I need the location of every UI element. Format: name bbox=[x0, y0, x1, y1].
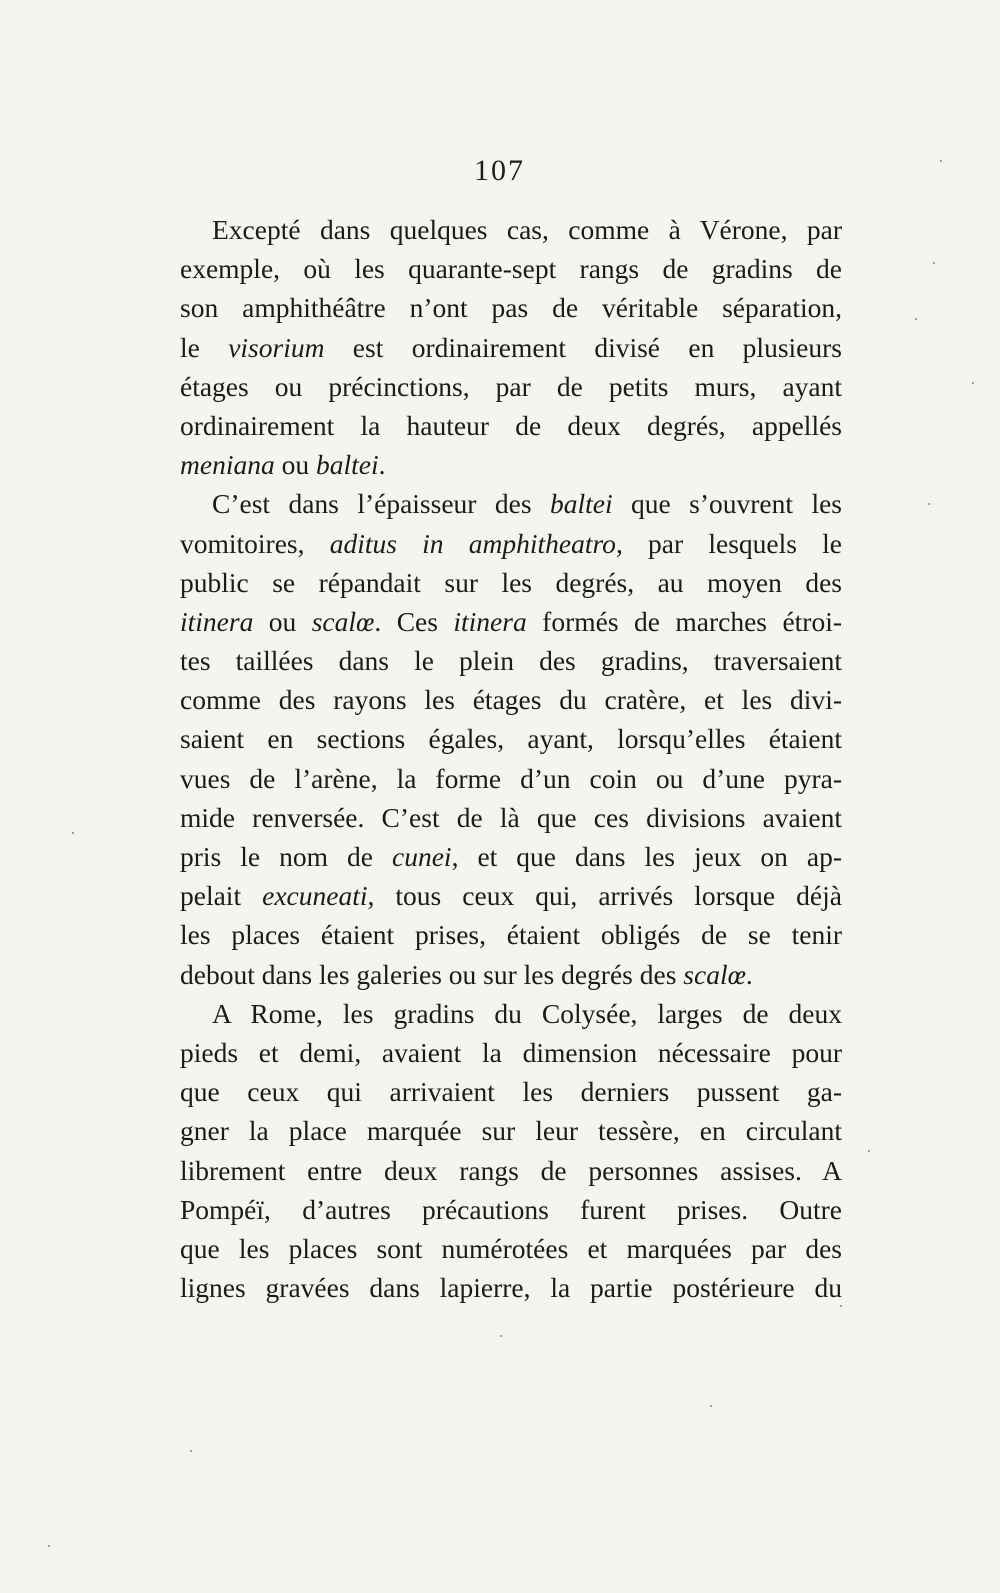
text-run: est ordinairement divisé en plusieurs bbox=[324, 331, 842, 363]
italic-term: visorium bbox=[228, 331, 325, 363]
text-line bbox=[180, 249, 842, 288]
body-text bbox=[180, 210, 842, 1307]
text-line bbox=[180, 328, 842, 367]
text-line bbox=[180, 955, 842, 994]
italic-term: aditus in amphitheatro bbox=[329, 527, 616, 559]
text-run: que s’ouvrent les bbox=[612, 488, 842, 520]
text-run: les places étaient prises, étaient obligés de se tenir bbox=[180, 919, 842, 951]
text-line bbox=[180, 210, 842, 249]
paper-speck bbox=[48, 1545, 50, 1547]
italic-term: baltei bbox=[549, 488, 613, 520]
text-line bbox=[180, 602, 842, 641]
text-run: , par lesquels le bbox=[615, 527, 842, 559]
italic-term: itinera bbox=[453, 605, 527, 637]
paper-speck bbox=[500, 1335, 502, 1337]
text-line bbox=[180, 367, 842, 406]
text-run: que les places sont numérotées et marquées par des bbox=[180, 1232, 842, 1264]
text-line bbox=[180, 798, 842, 837]
text-run: debout dans les galeries ou sur les degrés des bbox=[180, 958, 684, 990]
text-line bbox=[180, 994, 842, 1033]
paper-speck bbox=[928, 503, 930, 505]
text-run: . Ces bbox=[374, 605, 454, 637]
text-run: pieds et demi, avaient la dimension nécessaire pour bbox=[180, 1036, 842, 1068]
text-line bbox=[180, 837, 842, 876]
text-line bbox=[180, 406, 842, 445]
text-run: que ceux qui arrivaient les derniers pussent ga- bbox=[180, 1076, 842, 1108]
text-line bbox=[180, 759, 842, 798]
text-run: Excepté dans quelques cas, comme à Vérone, par bbox=[212, 214, 842, 245]
text-run: tes taillées dans le plein des gradins, traversaient bbox=[180, 645, 842, 677]
text-line bbox=[180, 1229, 842, 1268]
text-run: pelait bbox=[180, 880, 263, 912]
italic-term: excuneati bbox=[262, 880, 368, 912]
text-line bbox=[180, 915, 842, 954]
paper-speck bbox=[710, 1405, 712, 1407]
text-run: saient en sections égales, ayant, lorsqu’elles étaient bbox=[180, 723, 842, 755]
italic-term: cunei bbox=[392, 841, 452, 872]
text-run: étages ou précinctions, par de petits murs, ayant bbox=[180, 370, 842, 402]
text-line bbox=[180, 524, 842, 563]
text-run: le bbox=[180, 331, 229, 363]
text-run: pris le nom de bbox=[180, 841, 392, 872]
text-line bbox=[180, 719, 842, 758]
text-run: ordinairement la hauteur de deux degrés, appellés bbox=[180, 409, 842, 441]
paper-speck bbox=[840, 1305, 842, 1307]
text-line bbox=[180, 484, 842, 523]
italic-term: scalœ bbox=[683, 958, 746, 990]
italic-term: meniana bbox=[180, 449, 275, 481]
text-line bbox=[180, 641, 842, 680]
paper-speck bbox=[972, 382, 974, 384]
text-line bbox=[180, 445, 842, 484]
italic-term: baltei bbox=[315, 449, 379, 481]
text-run: . bbox=[378, 449, 386, 481]
text-run: A Rome, les gradins du Colysée, larges de deux bbox=[212, 997, 842, 1029]
text-run: comme des rayons les étages du cratère, et les divi- bbox=[180, 684, 842, 716]
text-run: Pompéï, d’autres précautions furent prises. Outre bbox=[180, 1193, 842, 1225]
text-run: , tous ceux qui, arrivés lorsque déjà bbox=[367, 880, 842, 912]
text-line bbox=[180, 563, 842, 602]
text-run: librement entre deux rangs de personnes assises. A bbox=[180, 1154, 842, 1186]
text-line bbox=[180, 876, 842, 915]
italic-term: itinera bbox=[180, 605, 254, 637]
text-line bbox=[180, 1151, 842, 1190]
text-run: C’est dans l’épaisseur des bbox=[212, 488, 550, 520]
text-run: son amphithéâtre n’ont pas de véritable séparation, bbox=[180, 292, 842, 324]
text-run: , et que dans les jeux on ap- bbox=[451, 841, 842, 872]
paper-speck bbox=[190, 1450, 192, 1452]
text-run: lignes gravées dans lapierre, la partie postérieure du bbox=[180, 1272, 842, 1304]
text-line bbox=[180, 288, 842, 327]
text-run: formés de marches étroi- bbox=[526, 605, 842, 637]
text-line bbox=[180, 1190, 842, 1229]
paper-speck bbox=[72, 832, 74, 834]
text-run: . bbox=[745, 958, 753, 990]
paper-speck bbox=[933, 262, 935, 264]
page-number: 107 bbox=[474, 154, 525, 187]
text-run: ou bbox=[274, 449, 316, 481]
text-run: gner la place marquée sur leur tessère, en circulant bbox=[180, 1115, 842, 1147]
text-run: mide renversée. C’est de là que ces divisions avaient bbox=[180, 801, 842, 833]
text-line bbox=[180, 680, 842, 719]
paper-speck bbox=[868, 1150, 870, 1152]
text-line bbox=[180, 1072, 842, 1111]
text-line bbox=[180, 1111, 842, 1150]
text-line bbox=[180, 1033, 842, 1072]
paper-speck bbox=[915, 318, 917, 320]
text-line bbox=[180, 1268, 842, 1307]
italic-term: scalœ bbox=[311, 605, 375, 637]
text-run: ou bbox=[253, 605, 312, 637]
text-run: vomitoires, bbox=[180, 527, 330, 559]
paper-speck bbox=[940, 160, 942, 162]
text-run: exemple, où les quarante-sept rangs de gradins de bbox=[180, 253, 842, 285]
text-run: public se répandait sur les degrés, au moyen des bbox=[180, 566, 842, 598]
text-run: vues de l’arène, la forme d’un coin ou d’une pyra- bbox=[180, 762, 842, 794]
